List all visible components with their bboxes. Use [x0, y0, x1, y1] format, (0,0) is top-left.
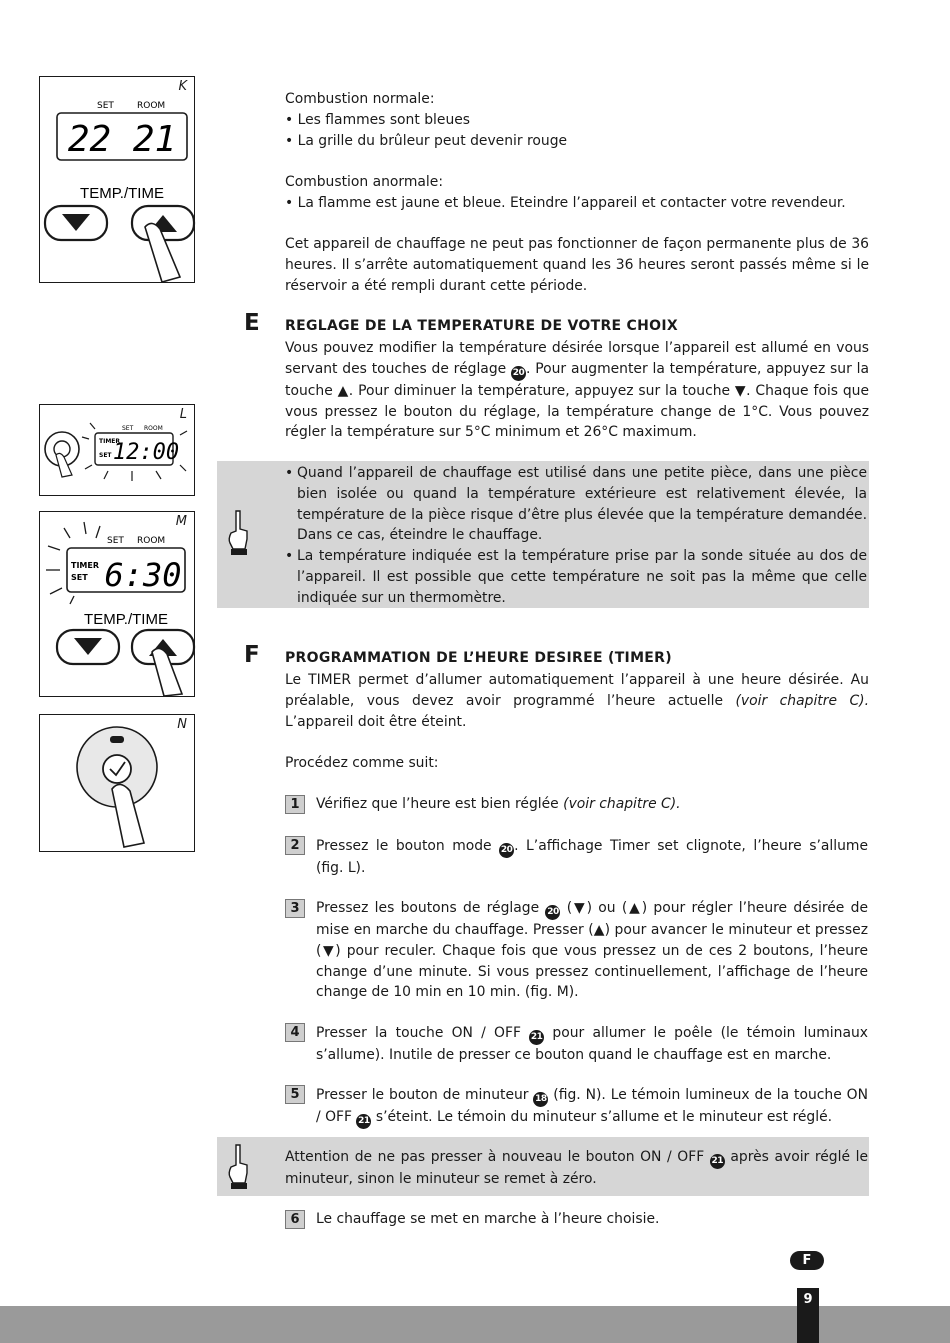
ref-number: 20: [499, 843, 514, 858]
set-label: SET: [97, 101, 114, 111]
abnormal-item: • La flamme est jaune et bleue. Eteindre l’appareil et contacter votre revendeur.: [285, 194, 846, 211]
normal-item: • Les flammes sont bleues: [285, 111, 471, 128]
figure-k: [39, 76, 195, 283]
step-text: Pressez les boutons de réglage 20 (▼) ou (▲) pour régler l’heure désirée de mise en marche du chauffage. Presser (▲) pour avancer le minuteur et pressez (▼) pour reculer. Chaque fois que vous pressez un de ces 2 boutons, l’heure change d’une minute. Si vous pressez continuellement, l’affichage de l’heure change de 10 min en 10 min. (fig. M).: [316, 900, 868, 1001]
lcd-digits: 22 21: [67, 119, 177, 160]
normal-item: • La grille du brûleur peut devenir rouge: [285, 132, 568, 149]
note-box: [217, 461, 869, 608]
section-letter-f: F: [244, 642, 260, 668]
ref-number: 20: [511, 366, 526, 381]
step-number: 5: [285, 1085, 305, 1104]
ref-number: 21: [710, 1154, 725, 1169]
ref-number: 21: [356, 1114, 371, 1129]
pointing-hand-icon: [225, 509, 251, 557]
step-text: Le chauffage se met en marche à l’heure choisie.: [316, 1211, 660, 1227]
ref-number: 21: [529, 1030, 544, 1045]
figure-letter: L: [179, 407, 187, 422]
step-number: 6: [285, 1210, 305, 1229]
lcd-digits: 6:30: [104, 556, 182, 594]
figure-letter: K: [178, 79, 187, 94]
abnormal-title: Combustion anormale:: [285, 174, 444, 190]
figure-m: [39, 511, 195, 697]
step-number: 2: [285, 836, 305, 855]
ref-number: 20: [545, 905, 560, 920]
control-panel-illustration: [40, 77, 196, 284]
svg-text:ROOM: ROOM: [144, 425, 163, 432]
figure-letter: M: [175, 514, 187, 529]
svg-text:SET: SET: [122, 425, 134, 432]
step-number: 3: [285, 899, 305, 918]
section-f-body: Le TIMER permet d’allumer automatiquement l’appareil à une heure désirée. Au préalable, vous devez avoir programmé l’heure actuelle (voir chapitre C). L’appareil doit être éteint.: [285, 672, 870, 730]
figure-l: [39, 404, 195, 496]
note-item: • La température indiquée est la température prise par la sonde située au dos de l’appareil. Il est possible que cette température ne soit pas la même que celle indiquée sur un thermomètre.: [285, 546, 867, 608]
timer-button-illustration: [40, 715, 196, 853]
room-label: ROOM: [137, 101, 166, 111]
temp-time-label: TEMP./TIME: [84, 611, 168, 628]
step-text: Presser le bouton de minuteur 18 (fig. N). Le témoin lumineux de la touche ON / OFF 21 s’éteint. Le témoin du minuteur s’allume et le minuteur est réglé.: [316, 1085, 868, 1129]
section-letter-e: E: [244, 310, 260, 336]
figure-letter: N: [177, 717, 187, 732]
step-text: Vérifiez que l’heure est bien réglée (voir chapitre C).: [316, 796, 681, 812]
figure-n: [39, 714, 195, 852]
svg-text:TIMER: TIMER: [71, 561, 100, 570]
section-title-e: REGLAGE DE LA TEMPERATURE DE VOTRE CHOIX: [285, 318, 678, 334]
note-list: [285, 463, 867, 609]
section-title-f: PROGRAMMATION DE L’HEURE DESIREE (TIMER): [285, 650, 672, 666]
svg-text:SET: SET: [107, 536, 124, 546]
language-badge: F: [790, 1251, 824, 1270]
timer-label: TIMER: [99, 438, 121, 445]
svg-text:SET: SET: [71, 573, 88, 582]
combustion-abnormal: [285, 172, 869, 214]
note-text: Attention de ne pas presser à nouveau le bouton ON / OFF 21 après avoir réglé le minuteur, sinon le minuteur se remet à zéro.: [285, 1149, 869, 1187]
timer-display-illustration: [40, 405, 196, 497]
procedure-label: Procédez comme suit:: [285, 755, 439, 771]
normal-title: Combustion normale:: [285, 91, 435, 107]
lcd-digits: 12:00: [112, 440, 180, 465]
page-number: 9: [797, 1288, 819, 1343]
section-e-body: Vous pouvez modifier la température désirée lorsque l’appareil est allumé en vous servant des touches de réglage 20 . Pour augmenter la température, appuyez sur la touche ▲. Pour diminuer la température, appuyez sur la touche ▼. Chaque fois que vous pressez le bouton du réglage, la température change de 1°C. Vous pouvez régler la température sur 5°C minimum et 26°C maximum.: [285, 340, 869, 441]
temp-time-label: TEMP./TIME: [80, 185, 164, 202]
timer-set-label: SET: [99, 452, 112, 459]
step-text: Pressez le bouton mode 20 . L’affichage Timer set clignote, l’heure s’allume (fig. L).: [316, 838, 868, 876]
control-panel-illustration: [40, 512, 196, 698]
step-text: Presser la touche ON / OFF 21 pour allumer le poêle (le témoin luminaux s’allume). Inutile de presser ce bouton quand le chauffage est en marche.: [316, 1025, 868, 1063]
intro-paragraph: Cet appareil de chauffage ne peut pas fonctionner de façon permanente plus de 36 heures. Il s’arrête automatiquement quand les 36 heures seront passés même si le réservoir a été rempli durant cette période.: [285, 236, 869, 294]
note-item: • Quand l’appareil de chauffage est utilisé dans une petite pièce, dans une pièce bien isolée ou quand la température extérieure est relativement élevée, la température de la pièce risque d’être plus élevée que la température demandée. Dans ce cas, éteindre le chauffage.: [285, 463, 867, 546]
ref-number: 18: [533, 1092, 548, 1107]
indicator-light-icon: [110, 736, 124, 743]
pointing-hand-icon: [225, 1143, 251, 1191]
svg-text:ROOM: ROOM: [137, 536, 166, 546]
step-number: 1: [285, 795, 305, 814]
note-box: [217, 1137, 869, 1196]
step-number: 4: [285, 1023, 305, 1042]
combustion-normal: [285, 89, 869, 151]
clock-icon: [103, 755, 131, 783]
